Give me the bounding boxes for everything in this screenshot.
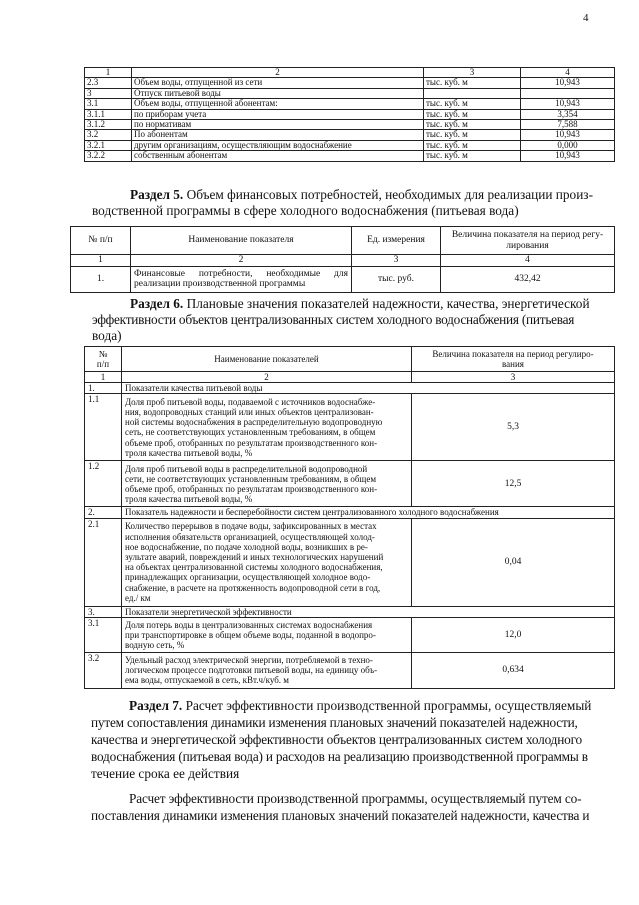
table-row [85, 109, 615, 119]
row-name: по нормативам [132, 120, 424, 130]
row-name: собственным абонентам [132, 151, 424, 161]
table-row [85, 78, 615, 88]
row-name-line: ной системы водоснабжения в распределительную водопроводную [125, 417, 383, 428]
section-5-heading [92, 187, 614, 219]
table-number-row [85, 372, 615, 383]
row-number: 3 [85, 88, 132, 98]
row-name-line: при транспортировке в общем объеме воды, поданной в водопро- [125, 629, 376, 640]
row-name-line: сеть, не соответствующих установленным требованиям, в общем [125, 427, 376, 438]
row-name-line: водную сеть, % [125, 639, 185, 650]
row-number: 3.2.2 [85, 151, 132, 161]
table-row [85, 394, 615, 461]
column-number: 4 [441, 255, 615, 267]
row-value: 12,5 [412, 461, 615, 507]
row-name-line: реализации производственной программы [134, 279, 306, 289]
group-title: Показатели энергетической эффективности [122, 606, 615, 617]
row-name: Объем воды, отпущенной абонентам: [132, 99, 424, 109]
row-name-line: ное водоснабжение, по подаче холодной воды, возникших в ре- [125, 541, 368, 552]
row-name-line: троля качества питьевой воды, % [125, 447, 253, 458]
table-number-row [71, 255, 615, 267]
table-header-cell: Наименование показателей [122, 347, 412, 372]
row-name-line: логическом процессе подготовки питьевой воды, на единицу объ- [125, 665, 378, 676]
table-row [85, 130, 615, 140]
section-7-label: Раздел 7. [129, 698, 183, 713]
section-7-text: водоснабжения (питьевая вода) и расходов на реализацию производственной программы в [91, 749, 588, 764]
group-number: 1. [85, 383, 122, 394]
row-name-line: Количество перерывов в подаче воды, зафиксированных в местах [125, 521, 377, 532]
header-line: Величина показателя на период регулиро- [432, 348, 594, 359]
row-name-line: троля качества питьевой воды, % [125, 494, 253, 505]
row-unit: тыс. куб. м [424, 99, 521, 109]
performance-indicators-table [84, 346, 615, 689]
group-title: Показатели качества питьевой воды [122, 383, 615, 394]
row-value [521, 88, 615, 98]
table-header-cell [85, 347, 122, 372]
section-6-text: Плановые значения показателей надежности, качества, энергетической [186, 296, 590, 311]
body-paragraph [91, 790, 614, 824]
financial-needs-table [70, 226, 615, 293]
section-5-text: Объем финансовых потребностей, необходимых для реализации произ- [186, 187, 593, 202]
row-number: 3.1.2 [85, 120, 132, 130]
row-number: 1. [71, 266, 131, 292]
table-header-row [85, 68, 615, 78]
table-header-cell [441, 227, 615, 255]
table-row [85, 461, 615, 507]
row-name-line: ед./ км [125, 592, 151, 603]
row-unit: тыс. куб. м [424, 78, 521, 88]
section-5-label: Раздел 5. [130, 187, 184, 202]
row-name [131, 266, 352, 292]
row-value: 10,943 [521, 99, 615, 109]
section-6-text: вода) [92, 328, 122, 343]
group-number: 2. [85, 507, 122, 518]
section-7-text: путем сопоставления динамики изменения плановых значений показателей надежности, [91, 715, 578, 730]
column-number: 2 [131, 255, 352, 267]
paragraph-line: Расчет эффективности производственной программы, осуществляемый путем со- [129, 791, 582, 806]
row-name: по приборам учета [132, 109, 424, 119]
row-number: 3.1 [85, 99, 132, 109]
row-name: Объем воды, отпущенной из сети [132, 78, 424, 88]
row-value: 0,04 [412, 518, 615, 606]
column-number: 1 [71, 255, 131, 267]
column-number: 2 [122, 372, 412, 383]
row-number: 1.2 [85, 461, 122, 507]
table-row [85, 88, 615, 98]
row-name: По абонентам [132, 130, 424, 140]
section-7-text: течение срока ее действия [91, 766, 240, 781]
table-header-cell: Ед. измерения [352, 227, 441, 255]
row-name-line: Доля потерь воды в централизованных системах водоснабжения [125, 619, 373, 630]
row-name-line: сети, не соответствующих установленным требованиям, в общем [125, 473, 377, 484]
group-row [85, 606, 615, 617]
row-name-line: на объектах централизованной системы холодного водоснабжения, [125, 562, 383, 573]
section-7-heading [91, 697, 614, 782]
row-number: 3.2.1 [85, 140, 132, 150]
table-row [85, 652, 615, 688]
row-name-line: принадлежащих организации, осуществляющей холодное водо- [125, 572, 371, 583]
header-line: Величина показателя на период регу- [451, 230, 604, 240]
column-number: 3 [412, 372, 615, 383]
row-unit [424, 88, 521, 98]
row-name [122, 652, 412, 688]
table-row [85, 151, 615, 161]
row-value: 0,000 [521, 140, 615, 150]
row-name-line: ния, водопроводных станций или иных объектов централизован- [125, 407, 374, 417]
row-name [122, 518, 412, 606]
page-number: 4 [583, 12, 589, 24]
section-5-text: водственной программы в сфере холодного водоснабжения (питьевая вода) [92, 203, 519, 218]
group-number: 3. [85, 606, 122, 617]
row-number: 3.1 [85, 617, 122, 652]
row-unit: тыс. куб. м [424, 151, 521, 161]
water-balance-table [84, 67, 615, 162]
table-row [85, 120, 615, 130]
row-number: 3.1.1 [85, 109, 132, 119]
row-value: 3,354 [521, 109, 615, 119]
row-number: 2.3 [85, 78, 132, 88]
section-6-text: эффективности объектов централизованных систем холодного водоснабжения (питьевая [92, 312, 575, 327]
row-number: 3.2 [85, 130, 132, 140]
table-header-cell: 1 [85, 68, 132, 78]
row-name [122, 461, 412, 507]
row-name-line: зультате аварий, повреждений и иных технологических нарушений [125, 551, 384, 562]
table-header-cell: Наименование показателя [131, 227, 352, 255]
row-unit: тыс. руб. [352, 266, 441, 292]
row-name-line: Финансовые потребности, необходимые для [134, 268, 348, 279]
row-value: 10,943 [521, 78, 615, 88]
header-line: лирования [506, 240, 549, 251]
table-header-cell: 2 [132, 68, 424, 78]
table-row [85, 140, 615, 150]
table-header-cell: 3 [424, 68, 521, 78]
table-header-row [71, 227, 615, 255]
header-line: № [98, 348, 108, 359]
group-row [85, 507, 615, 518]
row-name: Отпуск питьевой воды [132, 88, 424, 98]
section-6-heading [92, 296, 614, 344]
group-row [85, 383, 615, 394]
table-row [71, 266, 615, 292]
row-name-line: Удельный расход электрической энергии, потребляемой в техно- [125, 655, 373, 665]
row-number: 1.1 [85, 394, 122, 461]
row-number: 3.2 [85, 652, 122, 688]
table-header-cell [412, 347, 615, 372]
row-unit: тыс. куб. м [424, 120, 521, 130]
row-name-line: Доля проб питьевой воды в распределительной водопроводной [125, 463, 368, 474]
row-value: 432,42 [441, 266, 615, 292]
row-number: 2.1 [85, 518, 122, 606]
row-unit: тыс. куб. м [424, 140, 521, 150]
row-value: 5,3 [412, 394, 615, 461]
section-6-label: Раздел 6. [130, 296, 184, 311]
row-name-line: снабжение, в расчете на протяженность водопроводной сети в год, [125, 582, 381, 593]
row-value: 10,943 [521, 130, 615, 140]
table-header-cell: № п/п [71, 227, 131, 255]
row-name-line: объеме проб, отобранных по результатам производственного кон- [125, 483, 378, 494]
group-title: Показатель надежности и бесперебойности систем централизованного холодного водоснабжения [122, 507, 615, 518]
row-name-line: исполнения обязательств организацией, осуществляющей холод- [125, 531, 375, 542]
section-7-text: Расчет эффективности производственной программы, осуществляемый [185, 698, 592, 713]
table-header-cell: 4 [521, 68, 615, 78]
header-line: вания [502, 359, 524, 369]
row-name [122, 617, 412, 652]
row-value: 7,588 [521, 120, 615, 130]
table-row [85, 99, 615, 109]
row-unit: тыс. куб. м [424, 109, 521, 119]
section-7-text: качества и энергетической эффективности объектов централизованных систем холодного [91, 732, 582, 747]
paragraph-line: поставления динамики изменения плановых значений показателей надежности, качества и [91, 808, 590, 823]
table-row [85, 617, 615, 652]
row-name [122, 394, 412, 461]
column-number: 3 [352, 255, 441, 267]
row-value: 10,943 [521, 151, 615, 161]
row-name-line: объеме проб, отобранных по результатам производственного кон- [125, 437, 378, 448]
row-value: 0,634 [412, 652, 615, 688]
header-line: п/п [96, 359, 110, 369]
table-row [85, 518, 615, 606]
column-number: 1 [85, 372, 122, 383]
row-name-line: Доля проб питьевой воды, подаваемой с источников водоснабже- [125, 396, 376, 407]
row-name: другим организациям, осуществляющим водоснабжение [132, 140, 424, 150]
table-header-row [85, 347, 615, 372]
row-unit: тыс. куб. м [424, 130, 521, 140]
row-value: 12,0 [412, 617, 615, 652]
row-name-line: ема воды, отпускаемой в сеть, кВт.ч/куб. м [125, 675, 289, 686]
